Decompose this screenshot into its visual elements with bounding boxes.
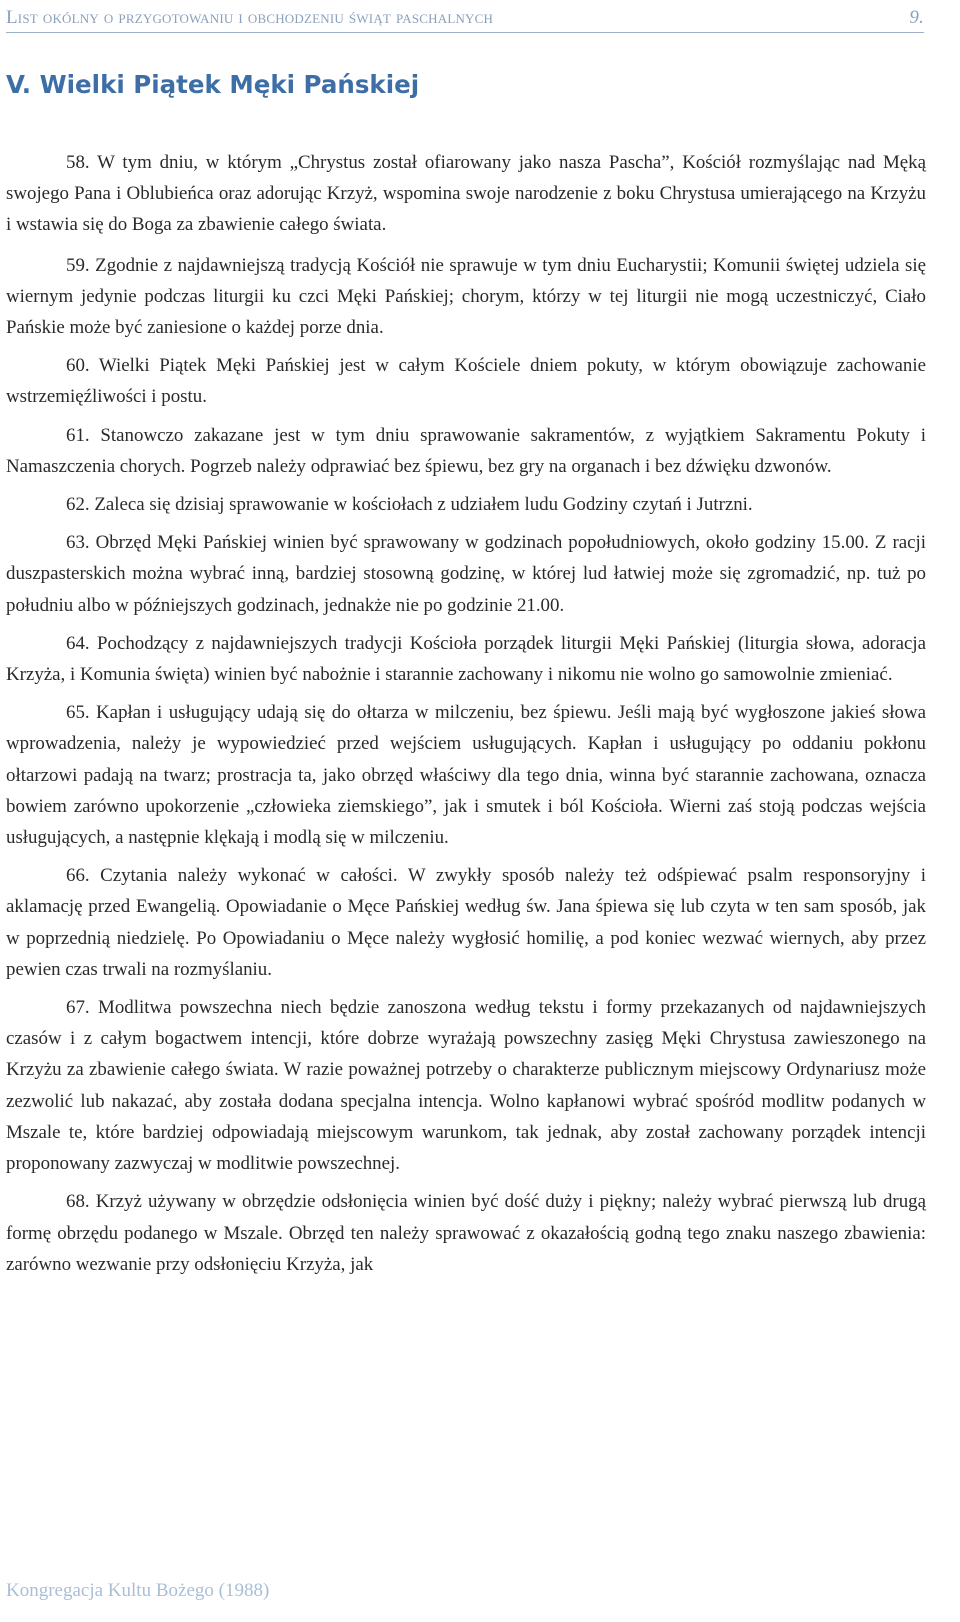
- page-footer: Kongregacja Kultu Bożego (1988): [6, 1580, 270, 1601]
- paragraph-63: 63. Obrzęd Męki Pańskiej winien być sprawowany w godzinach popołudniowych, około godziny 15.00. Z racji duszpasterskich można wybrać inną, bardziej stosowną godzinę, w której lud łatwiej może się zgromadzić, np. tuż po południu albo w późniejszych godzinach, jednakże nie po godzinie 21.00.: [6, 532, 926, 616]
- page-number: 9.: [909, 7, 924, 28]
- document-body: [6, 147, 926, 1287]
- paragraph-59: 59. Zgodnie z najdawniejszą tradycją Kościół nie sprawuje w tym dniu Eucharystii; Komunii świętej udziela się wiernym jedynie podczas liturgii ku czci Męki Pańskiej; chorym, którzy w tej liturgii nie mogą uczestniczyć, Ciało Pańskie może być zaniesione o każdej porze dnia.: [6, 254, 926, 339]
- paragraph-66: 66. Czytania należy wykonać w całości. W zwykły sposób należy też odśpiewać psalm responsoryjny i aklamację przed Ewangelią. Opowiadanie o Męce Pańskiej według św. Jana śpiewa się lub czyta w ten sam sposób, jak w poprzednią niedzielę. Po Opowiadaniu o Męce należy wygłosić homilię, a pod koniec wezwać wiernych, aby przez pewien czas trwali na rozmyślaniu.: [6, 865, 926, 980]
- paragraph-65: 65. Kapłan i usługujący udają się do ołtarza w milczeniu, bez śpiewu. Jeśli mają być wygłoszone jakieś słowa wprowadzenia, należy je wypowiedzieć przed wejściem usługujących. Kapłan i usługujący po oddaniu pokłonu ołtarzowi padają na twarz; prostracja ta, jako obrzęd właściwy dla tego dnia, winna być starannie zachowana, oznacza bowiem zarówno upokorzenie „człowieka ziemskiego”, jak i smutek i ból Kościoła. Wierni zaś stoją podczas wejścia usługujących, a następnie klękają i modlą się w milczeniu.: [6, 702, 926, 849]
- section-title: V. Wielki Piątek Męki Pańskiej: [6, 70, 420, 99]
- paragraph-61: 61. Stanowczo zakazane jest w tym dniu sprawowanie sakramentów, z wyjątkiem Sakramentu Pokuty i Namaszczenia chorych. Pogrzeb należy odprawiać bez śpiewu, bez gry na organach i bez dźwięku dzwonów.: [6, 424, 926, 477]
- paragraph-62: 62. Zaleca się dzisiaj sprawowanie w kościołach z udziałem ludu Godziny czytań i Jutrzni.: [66, 494, 753, 516]
- running-header: [6, 4, 924, 33]
- paragraph-58: 58. W tym dniu, w którym „Chrystus został ofiarowany jako nasza Pascha”, Kościół rozmyślając nad Męką swojego Pana i Oblubieńca oraz adorując Krzyż, wspomina swoje narodzenie z boku Chrystusa umierającego na Krzyżu i wstawia się do Boga za zbawienie całego świata.: [6, 152, 926, 236]
- running-title: List okólny o przygotowaniu i obchodzeniu świąt paschalnych: [6, 7, 494, 28]
- paragraph-67: 67. Modlitwa powszechna niech będzie zanoszona według tekstu i formy przekazanych od najdawniejszych czasów i z całym bogactwem intencji, które dobrze wyrażają powszechny zasięg Męki Chrystusa zawieszonego na Krzyżu za zbawienie całego świata. W razie poważnej potrzeby o charakterze publicznym miejscowy Ordynariusz może zezwolić lub nakazać, aby została dodana specjalna intencja. Wolno kapłanowi wybrać spośród modlitw podanych w Mszale te, które bardziej odpowiadają miejscowym warunkom, tak jednak, aby został zachowany porządek intencji proponowany zazwyczaj w modlitwie powszechnej.: [6, 997, 926, 1175]
- paragraph-64: 64. Pochodzący z najdawniejszych tradycji Kościoła porządek liturgii Męki Pańskiej (liturgia słowa, adoracja Krzyża, i Komunia święta) winien być nabożnie i starannie zachowany i nikomu nie wolno go samowolnie zmieniać.: [6, 632, 926, 686]
- paragraph-60: 60. Wielki Piątek Męki Pańskiej jest w całym Kościele dniem pokuty, w którym obowiązuje zachowanie wstrzemięźliwości i postu.: [6, 355, 926, 408]
- paragraph-68: 68. Krzyż używany w obrzędzie odsłonięcia winien być dość duży i piękny; należy wybrać pierwszą lub drugą formę obrzędu podanego w Mszale. Obrzęd ten należy sprawować z okazałością godną tego znaku naszego zbawienia: zarówno wezwanie przy odsłonięciu Krzyża, jak: [6, 1191, 926, 1275]
